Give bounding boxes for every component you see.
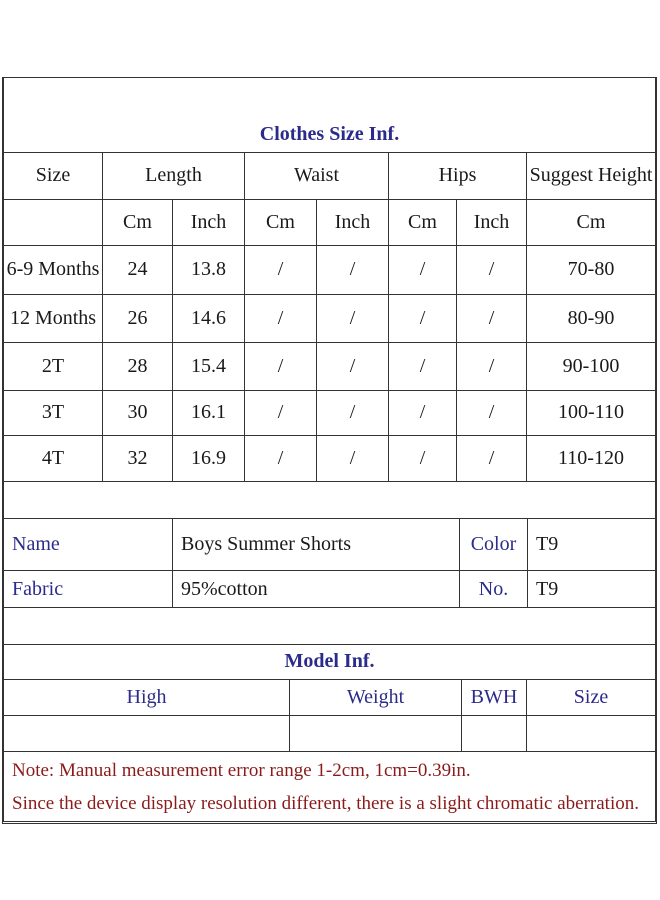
- waist-inch-cell: /: [317, 390, 389, 435]
- table-row: [4, 390, 656, 435]
- model-bwh-value: [462, 715, 527, 751]
- fabric-label: Fabric: [4, 571, 173, 608]
- length-cm-cell: 28: [103, 342, 173, 390]
- model-value-row: [4, 715, 656, 751]
- length-cm-cell: 26: [103, 294, 173, 342]
- model-table-title: Model Inf.: [4, 645, 656, 679]
- unit-hips-inch: Inch: [457, 199, 527, 245]
- size-table-title: Clothes Size Inf.: [4, 78, 656, 152]
- hips-cm-cell: /: [389, 435, 457, 481]
- spacer-cell: [4, 481, 656, 518]
- size-cell: 6-9 Months: [4, 245, 103, 294]
- name-value: Boys Summer Shorts: [173, 519, 460, 571]
- spacer-row: [4, 608, 656, 645]
- table-row: [4, 294, 656, 342]
- hips-inch-cell: /: [457, 294, 527, 342]
- unit-hips-cm: Cm: [389, 199, 457, 245]
- hips-cm-cell: /: [389, 245, 457, 294]
- length-inch-cell: 16.9: [173, 435, 245, 481]
- fabric-value: 95%cotton: [173, 571, 460, 608]
- table-row: [4, 245, 656, 294]
- spacer-row: [4, 481, 656, 518]
- hips-cm-cell: /: [389, 294, 457, 342]
- color-label: Color: [460, 519, 528, 571]
- model-header-weight: Weight: [290, 679, 462, 715]
- length-inch-cell: 16.1: [173, 390, 245, 435]
- waist-cm-cell: /: [245, 390, 317, 435]
- waist-inch-cell: /: [317, 245, 389, 294]
- waist-cm-cell: /: [245, 294, 317, 342]
- length-cm-cell: 24: [103, 245, 173, 294]
- waist-cm-cell: /: [245, 342, 317, 390]
- size-cell: 4T: [4, 435, 103, 481]
- header-row: [4, 152, 656, 199]
- note-line-measurement: Note: Manual measurement error range 1-2cm, 1cm=0.39in.: [12, 759, 471, 781]
- height-cell: 70-80: [527, 245, 656, 294]
- size-cell: 3T: [4, 390, 103, 435]
- model-header-row: [4, 679, 656, 715]
- waist-cm-cell: /: [245, 245, 317, 294]
- hips-cm-cell: /: [389, 390, 457, 435]
- height-cell: 100-110: [527, 390, 656, 435]
- size-cell: 2T: [4, 342, 103, 390]
- product-fabric-row: [4, 571, 656, 608]
- notes-block: [3, 752, 656, 822]
- product-info-table: [3, 519, 656, 646]
- color-value: T9: [528, 519, 656, 571]
- hips-inch-cell: /: [457, 390, 527, 435]
- waist-inch-cell: /: [317, 294, 389, 342]
- size-chart-sheet: [2, 77, 657, 824]
- header-waist: Waist: [245, 152, 389, 199]
- length-inch-cell: 14.6: [173, 294, 245, 342]
- model-info-table: [3, 645, 656, 752]
- header-size: Size: [4, 152, 103, 199]
- no-value: T9: [528, 571, 656, 608]
- waist-inch-cell: /: [317, 342, 389, 390]
- model-size-value: [527, 715, 656, 751]
- hips-inch-cell: /: [457, 342, 527, 390]
- no-label: No.: [460, 571, 528, 608]
- header-suggest-height: Suggest Height: [527, 152, 656, 199]
- model-high-value: [4, 715, 290, 751]
- unit-waist-inch: Inch: [317, 199, 389, 245]
- units-empty: [4, 199, 103, 245]
- length-cm-cell: 32: [103, 435, 173, 481]
- model-weight-value: [290, 715, 462, 751]
- table-row: [4, 342, 656, 390]
- unit-waist-cm: Cm: [245, 199, 317, 245]
- height-cell: 110-120: [527, 435, 656, 481]
- length-inch-cell: 15.4: [173, 342, 245, 390]
- header-hips: Hips: [389, 152, 527, 199]
- header-length: Length: [103, 152, 245, 199]
- unit-length-cm: Cm: [103, 199, 173, 245]
- table-row: [4, 435, 656, 481]
- waist-inch-cell: /: [317, 435, 389, 481]
- unit-length-inch: Inch: [173, 199, 245, 245]
- hips-inch-cell: /: [457, 435, 527, 481]
- length-cm-cell: 30: [103, 390, 173, 435]
- model-header-size: Size: [527, 679, 656, 715]
- product-name-row: [4, 519, 656, 571]
- note-line-chromatic: Since the device display resolution different, there is a slight chromatic aberration.: [12, 792, 639, 814]
- hips-inch-cell: /: [457, 245, 527, 294]
- model-header-bwh: BWH: [462, 679, 527, 715]
- spacer-cell: [4, 608, 656, 645]
- name-label: Name: [4, 519, 173, 571]
- waist-cm-cell: /: [245, 435, 317, 481]
- length-inch-cell: 13.8: [173, 245, 245, 294]
- size-table: [3, 78, 656, 519]
- size-cell: 12 Months: [4, 294, 103, 342]
- units-row: [4, 199, 656, 245]
- height-cell: 90-100: [527, 342, 656, 390]
- hips-cm-cell: /: [389, 342, 457, 390]
- model-header-high: High: [4, 679, 290, 715]
- unit-height-cm: Cm: [527, 199, 656, 245]
- height-cell: 80-90: [527, 294, 656, 342]
